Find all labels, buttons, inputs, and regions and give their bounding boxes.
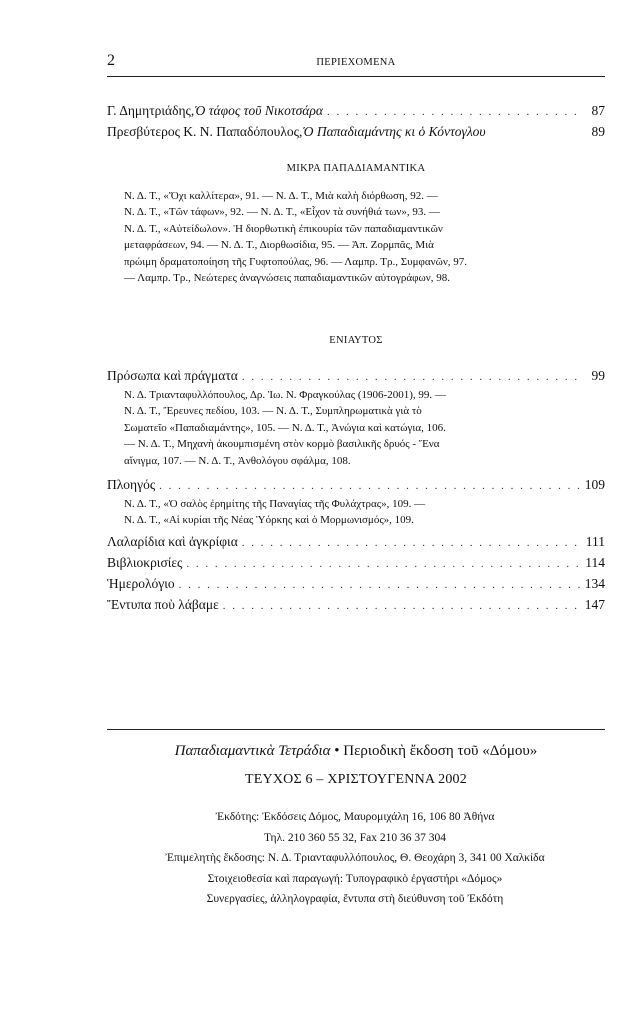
toc-title: Ὁ Παπαδιαμάντης κι ὁ Κόντογλου — [302, 124, 486, 139]
text-line: Ν. Δ. Τ., «Αὐτείδωλον». Ἡ διορθωτικὴ ἐπικουρία τῶν παπαδιαμαντικῶν — [124, 222, 443, 235]
mikra-paragraph — [124, 188, 596, 286]
dot-leader — [223, 600, 581, 612]
dot-leader — [159, 480, 581, 492]
dot-leader — [186, 558, 581, 570]
toc-author: Γ. Δημητριάδης, — [107, 103, 195, 118]
page-header — [107, 52, 605, 74]
text-line: Σωματεῖο «Παπαδιαμάντης», 105. — Ν. Δ. Τ., Ἀνώγια καὶ κατώγια, 106. — [124, 421, 446, 434]
toc-title: Πρόσωπα καὶ πράγματα — [107, 368, 238, 383]
toc-entry — [107, 597, 605, 613]
toc-entry — [107, 124, 605, 140]
toc-title: Πλοηγός — [107, 477, 156, 492]
running-head: ΠΕΡΙΕΧΟΜΕΝΑ — [316, 57, 396, 68]
text-line: — Ν. Δ. Τ., Μηχανὴ ἀκουμπισμένη στὸν κορμὸ βασιλικῆς δρυός - Ἕνα — [124, 438, 440, 451]
toc-title: Βιβλιοκρισίες — [107, 555, 183, 570]
imprint-line: Ἐκδότης: Ἐκδόσεις Δόμος, Μαυρομιχάλη 16, 106 80 Ἀθήνα — [215, 811, 495, 823]
text-line: πρώιμη δραματοποίηση τῆς Γυφτοπούλας, 96. — Λαμπρ. Τρ., Συμφανῶν, 97. — [124, 255, 468, 268]
toc-page: 89 — [591, 124, 605, 139]
toc-entry — [107, 576, 605, 592]
imprint-line: Ἐπιμελητὴς ἔκδοσης: Ν. Δ. Τριανταφυλλόπουλος, Θ. Θεοχάρη 3, 341 00 Χαλκίδα — [165, 852, 545, 864]
entry-details — [124, 387, 596, 469]
imprint-line: Στοιχειοθεσία καὶ παραγωγή: Τυπογραφικὸ ἐργαστήρι «Δόμος» — [207, 873, 503, 885]
colophon-rule — [107, 729, 605, 730]
toc-author: Πρεσβύτερος Κ. Ν. Παπαδόπουλος, — [107, 124, 303, 139]
toc-title: Λαλαρίδια καὶ ἀγκρίφια — [107, 534, 238, 549]
header-rule — [107, 76, 605, 77]
dot-leader — [242, 537, 582, 549]
toc-title: Ἡμερολόγιο — [107, 576, 175, 591]
section-heading-eniautos: ΕΝΙΑΥΤΟΣ — [329, 335, 383, 346]
toc-entry — [107, 555, 605, 571]
toc-page: 134 — [584, 576, 605, 591]
text-line: αἴνιγμα, 107. — Ν. Δ. Τ., Ἀνθολόγου σφάλμα, 108. — [124, 454, 351, 467]
dot-leader — [242, 371, 583, 383]
entry-details — [124, 496, 596, 529]
imprint-line: Τηλ. 210 360 55 32, Fax 210 36 37 304 — [263, 832, 447, 844]
toc-entry — [107, 368, 605, 384]
dot-leader — [179, 579, 581, 591]
text-line: — Λαμπρ. Τρ., Νεώτερες ἀναγνώσεις παπαδιαμαντικῶν αὐτογράφων, 98. — [124, 272, 450, 285]
toc-entry — [107, 477, 605, 493]
colophon-title — [107, 743, 605, 760]
issue-line: ΤΕΥΧΟΣ 6 – ΧΡΙΣΤΟΥΓΕΝΝΑ 2002 — [245, 772, 467, 787]
toc-entry — [107, 103, 605, 119]
toc-page: 147 — [584, 597, 605, 612]
toc-page: 114 — [585, 555, 605, 570]
text-line: μεταφράσεων, 94. — Ν. Δ. Τ., Διορθωσίδια, 95. — Ἀπ. Ζορμπᾶς, Μιὰ — [124, 239, 434, 252]
toc-page: 99 — [591, 368, 605, 383]
text-line: Ν. Δ. Τ., «Τῶν τάφων», 92. — Ν. Δ. Τ., «Εἶχον τὰ συνήθιά των», 93. — — [124, 206, 440, 219]
text-line: Ν. Δ. Τριανταφυλλόπουλος, Δρ. Ἰω. Ν. Φραγκούλας (1906-2001), 99. — — [124, 389, 446, 401]
toc-page: 111 — [585, 534, 605, 549]
page-number: 2 — [107, 52, 115, 69]
section-heading-mikra: ΜΙΚΡΑ ΠΑΠΑΔΙΑΜΑΝΤΙΚΑ — [286, 163, 426, 174]
journal-name: Παπαδιαμαντικὰ Τετράδια — [174, 743, 331, 759]
toc-title: Ἔντυπα ποὺ λάβαμε — [107, 597, 219, 612]
toc-entry — [107, 534, 605, 550]
text-line: Ν. Δ. Τ., «Αἱ κυρίαι τῆς Νέας Ὑόρκης καὶ ὁ Μορμωνισμός», 109. — [124, 514, 414, 527]
dot-leader — [327, 106, 583, 118]
text-line: Ν. Δ. Τ., «Ὄχι καλλίτερα», 91. — Ν. Δ. Τ., Μιὰ καλὴ διόρθωση, 92. — — [124, 190, 438, 202]
toc-title: Ὁ τάφος τοῦ Νικοτσάρα — [194, 103, 323, 118]
toc-page: 87 — [591, 103, 605, 118]
imprint-line: Συνεργασίες, ἀλληλογραφία, ἔντυπα στὴ διεύθυνση τοῦ Ἐκδότη — [206, 893, 504, 905]
text-line: Ν. Δ. Τ., «Ὁ σαλὸς ἐρημίτης τῆς Παναγίας τῆς Φυλάχτρας», 109. — — [124, 498, 426, 510]
toc-page: 109 — [584, 477, 605, 492]
text-line: Ν. Δ. Τ., Ἔρευνες πεδίου, 103. — Ν. Δ. Τ., Συμπληρωματικὰ γιὰ τὸ — [124, 405, 422, 418]
journal-subtitle: • Περιοδικὴ ἔκδοση τοῦ «Δόμου» — [330, 743, 538, 759]
